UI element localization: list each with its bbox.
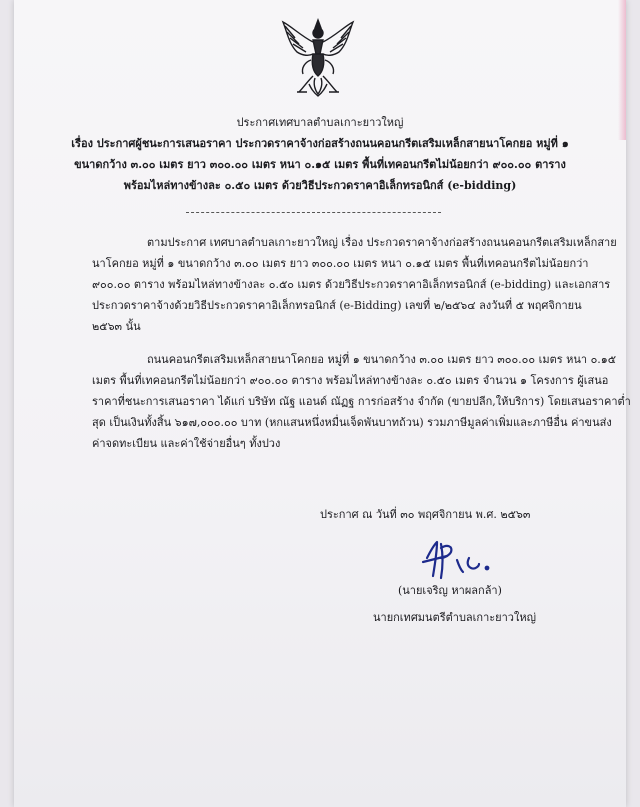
paragraph2-line-1: ถนนคอนกรีตเสริมเหล็กสายนาโคกยอ หมู่ที่ ๑ ขนาดกว้าง ๓.๐๐ เมตร ยาว ๓๐๐.๐๐ เมตร หนา ๐.๑๕ (147, 353, 617, 366)
subject-line-3: พร้อมไหล่ทางข้างละ ๐.๕๐ เมตร ด้วยวิธีประกวดราคาอิเล็กทรอนิกส์ (e-bidding) (123, 179, 517, 192)
handwritten-signature (417, 536, 507, 582)
paragraph1-line-1: ตามประกาศ เทศบาลตำบลเกาะยาวใหญ่ เรื่อง ประกวดราคาจ้างก่อสร้างถนนคอนกรีตเสริมเหล็กสาย (147, 236, 617, 249)
paragraph2-line-4: สุด เป็นเงินทั้งสิ้น ๖๑๗,๐๐๐.๐๐ บาท (หกแสนหนึ่งหมื่นเจ็ดพันบาทถ้วน) รวมภาษีมูลค่าเพิ่มและภาษีอื่น ค่าขนส่ง (92, 416, 612, 429)
garuda-emblem-icon (273, 14, 363, 98)
agency-title: ประกาศเทศบาลตำบลเกาะยาวใหญ่ (236, 116, 404, 129)
subject-line-1: เรื่อง ประกาศผู้ชนะการเสนอราคา ประกวดราคาจ้างก่อสร้างถนนคอนกรีตเสริมเหล็กสายนาโคกยอ หมู่ที่ ๑ (71, 137, 569, 150)
subject-line-2: ขนาดกว้าง ๓.๐๐ เมตร ยาว ๓๐๐.๐๐ เมตร หนา ๐.๑๕ เมตร พื้นที่เทคอนกรีตไม่น้อยกว่า ๙๐๐.๐๐ ตาราง (74, 158, 566, 171)
paragraph1-line-5: ๒๕๖๓ นั้น (92, 320, 141, 333)
header-divider (186, 212, 441, 213)
announcement-date: ประกาศ ณ วันที่ ๓๐ พฤศจิกายน พ.ศ. ๒๕๖๓ (320, 508, 531, 521)
paragraph1-line-2: นาโคกยอ หมู่ที่ ๑ ขนาดกว้าง ๓.๐๐ เมตร ยาว ๓๐๐.๐๐ เมตร หนา ๐.๑๕ เมตร พื้นที่เทคอนกรีตไม่น้อยกว่า (92, 257, 589, 270)
paragraph1-line-4: ประกวดราคาจ้างด้วยวิธีประกวดราคาอิเล็กทรอนิกส์ (e-Bidding) เลขที่ ๒/๒๕๖๔ ลงวันที่ ๕ พฤศจิกายน (92, 299, 582, 312)
paragraph2-line-3: ราคาที่ชนะการเสนอราคา ได้แก่ บริษัท ณัฐ แอนด์ ณัฏฐ การก่อสร้าง จำกัด (ขายปลีก,ให้บริการ) โดยเสนอราคาต่ำ (92, 395, 631, 408)
signer-title: นายกเทศมนตรีตำบลเกาะยาวใหญ่ (373, 611, 536, 624)
signer-name: (นายเจริญ หาผลกล้า) (398, 584, 502, 597)
paragraph1-line-3: ๙๐๐.๐๐ ตาราง พร้อมไหล่ทางข้างละ ๐.๕๐ เมตร ด้วยวิธีประกวดราคาอิเล็กทรอนิกส์ (e-bidding) และเอกสาร (92, 278, 611, 291)
paragraph2-line-2: เมตร พื้นที่เทคอนกรีตไม่น้อยกว่า ๙๐๐.๐๐ ตาราง พร้อมไหล่ทางข้างละ ๐.๕๐ เมตร จำนวน ๑ โครงการ ผู้เสนอ (92, 374, 609, 387)
paragraph2-line-5: ค่าจดทะเบียน และค่าใช้จ่ายอื่นๆ ทั้งปวง (92, 437, 281, 450)
